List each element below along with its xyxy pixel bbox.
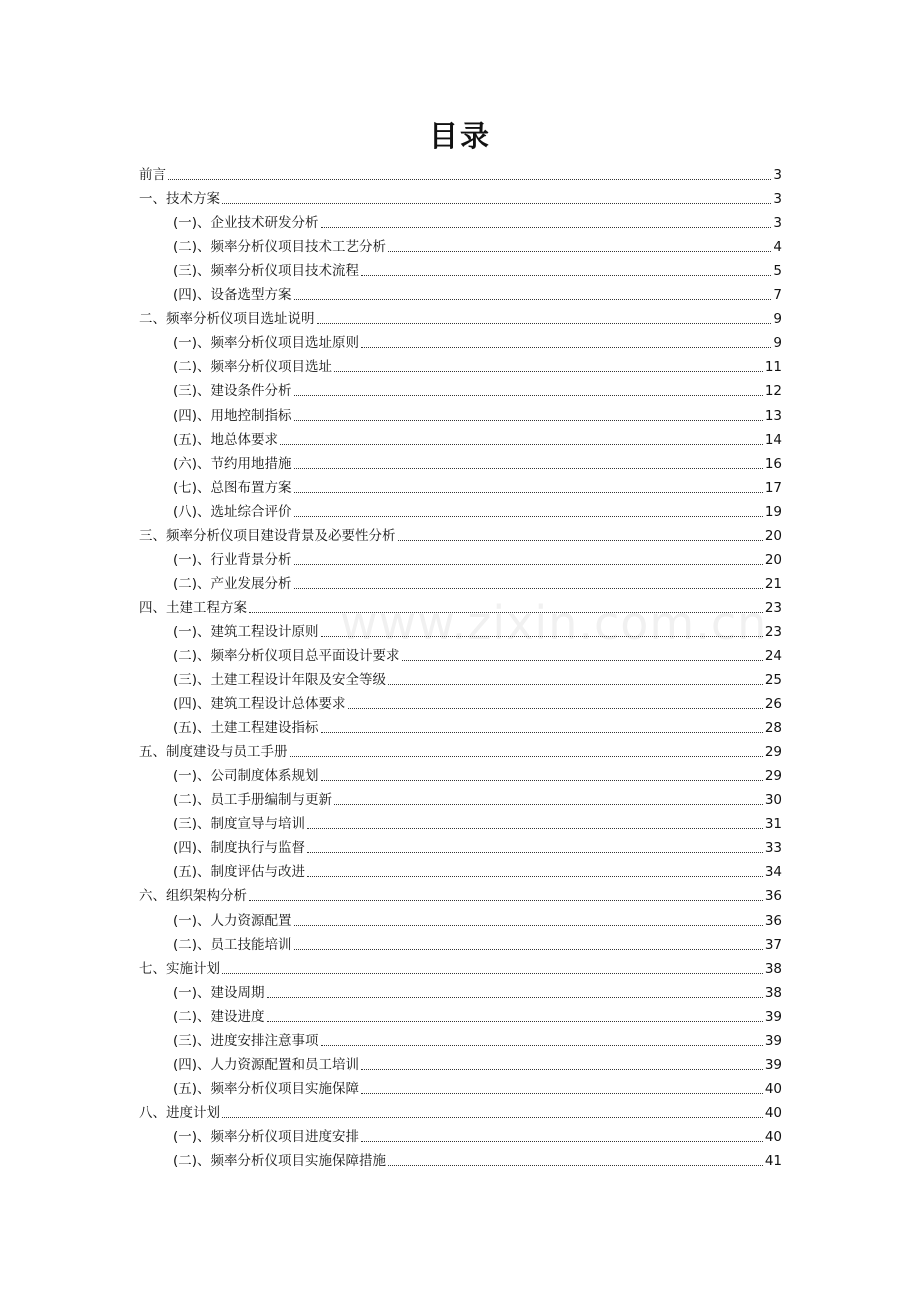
toc-entry-page-number: 28 xyxy=(764,720,782,737)
toc-section-entry[interactable] xyxy=(139,1100,782,1124)
toc-entry-page-number: 40 xyxy=(764,1080,782,1097)
toc-subsection-entry[interactable] xyxy=(139,499,782,523)
toc-entry-page-number: 37 xyxy=(764,936,782,953)
toc-subsection-entry[interactable] xyxy=(139,547,782,571)
toc-entry-page-number: 20 xyxy=(764,527,782,544)
toc-entry-label: (五)、制度评估与改进 xyxy=(173,864,306,881)
toc-subsection-entry[interactable] xyxy=(139,378,782,402)
toc-dot-leader xyxy=(222,1117,763,1118)
toc-dot-leader xyxy=(294,468,763,469)
toc-dot-leader xyxy=(249,900,763,901)
toc-entry-label: (一)、频率分析仪项目进度安排 xyxy=(173,1128,360,1145)
toc-subsection-entry[interactable] xyxy=(139,1148,782,1172)
toc-entry-label: (二)、员工技能培训 xyxy=(173,936,292,953)
toc-entry-page-number: 38 xyxy=(764,960,782,977)
toc-entry-label: (五)、频率分析仪项目实施保障 xyxy=(173,1080,360,1097)
toc-entry-page-number: 36 xyxy=(764,888,782,905)
toc-section-entry[interactable] xyxy=(139,186,782,210)
toc-entry-label: (一)、企业技术研发分析 xyxy=(173,215,319,232)
table-of-contents xyxy=(139,162,782,1172)
toc-subsection-entry[interactable] xyxy=(139,980,782,1004)
toc-dot-leader xyxy=(388,1165,763,1166)
toc-dot-leader xyxy=(294,588,763,589)
toc-entry-label: (二)、员工手册编制与更新 xyxy=(173,792,333,809)
toc-subsection-entry[interactable] xyxy=(139,932,782,956)
toc-dot-leader xyxy=(361,347,771,348)
toc-entry-label: (八)、选址综合评价 xyxy=(173,503,292,520)
toc-entry-label: (二)、频率分析仪项目总平面设计要求 xyxy=(173,647,400,664)
toc-subsection-entry[interactable] xyxy=(139,210,782,234)
toc-entry-page-number: 40 xyxy=(764,1104,782,1121)
toc-dot-leader xyxy=(334,804,763,805)
toc-entry-page-number: 30 xyxy=(764,792,782,809)
toc-entry-label: (一)、人力资源配置 xyxy=(173,912,292,929)
toc-entry-label: (一)、行业背景分析 xyxy=(173,551,292,568)
toc-entry-page-number: 33 xyxy=(764,840,782,857)
toc-dot-leader xyxy=(280,444,763,445)
toc-entry-page-number: 39 xyxy=(764,1056,782,1073)
toc-dot-leader xyxy=(334,371,763,372)
toc-subsection-entry[interactable] xyxy=(139,354,782,378)
toc-entry-page-number: 21 xyxy=(764,575,782,592)
toc-entry-label: (二)、频率分析仪项目实施保障措施 xyxy=(173,1152,387,1169)
toc-dot-leader xyxy=(290,756,763,757)
toc-entry-label: (四)、设备选型方案 xyxy=(173,287,292,304)
toc-subsection-entry[interactable] xyxy=(139,667,782,691)
toc-entry-page-number: 23 xyxy=(764,623,782,640)
toc-entry-label: 三、频率分析仪项目建设背景及必要性分析 xyxy=(139,527,396,544)
toc-entry-page-number: 29 xyxy=(764,768,782,785)
toc-entry-page-number: 25 xyxy=(764,672,782,689)
toc-entry-label: (二)、产业发展分析 xyxy=(173,575,292,592)
toc-entry-label: 七、实施计划 xyxy=(139,960,220,977)
toc-subsection-entry[interactable] xyxy=(139,1052,782,1076)
toc-dot-leader xyxy=(402,660,763,661)
toc-dot-leader xyxy=(294,564,763,565)
toc-dot-leader xyxy=(294,299,772,300)
toc-subsection-entry[interactable] xyxy=(139,835,782,859)
toc-entry-page-number: 4 xyxy=(773,239,782,256)
toc-section-entry[interactable] xyxy=(139,595,782,619)
watermark: www.zixin.com.cn xyxy=(340,596,768,650)
toc-dot-leader xyxy=(361,275,771,276)
toc-dot-leader xyxy=(321,780,763,781)
toc-entry-page-number: 39 xyxy=(764,1032,782,1049)
toc-subsection-entry[interactable] xyxy=(139,282,782,306)
toc-entry-label: 八、进度计划 xyxy=(139,1104,220,1121)
toc-entry-label: 四、土建工程方案 xyxy=(139,599,247,616)
toc-entry-page-number: 7 xyxy=(773,287,782,304)
toc-dot-leader xyxy=(317,323,772,324)
toc-dot-leader xyxy=(294,516,763,517)
toc-entry-page-number: 5 xyxy=(773,263,782,280)
toc-subsection-entry[interactable] xyxy=(139,787,782,811)
toc-entry-label: (一)、建设周期 xyxy=(173,984,265,1001)
toc-entry-page-number: 40 xyxy=(764,1128,782,1145)
toc-dot-leader xyxy=(267,1021,763,1022)
toc-entry-label: (五)、地总体要求 xyxy=(173,431,279,448)
toc-entry-page-number: 20 xyxy=(764,551,782,568)
toc-entry-page-number: 13 xyxy=(764,407,782,424)
toc-dot-leader xyxy=(294,925,763,926)
toc-section-entry[interactable] xyxy=(139,739,782,763)
toc-dot-leader xyxy=(348,708,763,709)
toc-dot-leader xyxy=(294,949,763,950)
toc-section-entry[interactable] xyxy=(139,162,782,186)
toc-entry-page-number: 26 xyxy=(764,696,782,713)
toc-dot-leader xyxy=(321,1045,763,1046)
toc-dot-leader xyxy=(321,636,763,637)
toc-entry-page-number: 3 xyxy=(773,215,782,232)
toc-entry-label: (二)、建设进度 xyxy=(173,1008,265,1025)
toc-entry-label: (五)、土建工程建设指标 xyxy=(173,720,319,737)
toc-entry-label: 二、频率分析仪项目选址说明 xyxy=(139,311,315,328)
toc-subsection-entry[interactable] xyxy=(139,571,782,595)
toc-entry-page-number: 23 xyxy=(764,599,782,616)
toc-dot-leader xyxy=(307,876,763,877)
toc-entry-page-number: 39 xyxy=(764,1008,782,1025)
toc-entry-label: (四)、用地控制指标 xyxy=(173,407,292,424)
toc-subsection-entry[interactable] xyxy=(139,907,782,931)
toc-dot-leader xyxy=(321,227,772,228)
toc-subsection-entry[interactable] xyxy=(139,330,782,354)
toc-subsection-entry[interactable] xyxy=(139,1004,782,1028)
toc-dot-leader xyxy=(294,395,763,396)
toc-entry-page-number: 11 xyxy=(764,359,782,376)
toc-entry-page-number: 41 xyxy=(764,1152,782,1169)
toc-entry-label: (一)、建筑工程设计原则 xyxy=(173,623,319,640)
toc-title: 目录 xyxy=(428,119,491,153)
toc-entry-page-number: 17 xyxy=(764,479,782,496)
toc-entry-label: 五、制度建设与员工手册 xyxy=(139,744,288,761)
toc-dot-leader xyxy=(307,828,763,829)
toc-dot-leader xyxy=(249,612,763,613)
toc-dot-leader xyxy=(294,492,763,493)
toc-entry-page-number: 3 xyxy=(773,167,782,184)
toc-entry-page-number: 9 xyxy=(773,311,782,328)
toc-entry-label: (四)、制度执行与监督 xyxy=(173,840,306,857)
toc-entry-label: (七)、总图布置方案 xyxy=(173,479,292,496)
toc-entry-label: 一、技术方案 xyxy=(139,191,220,208)
toc-entry-page-number: 29 xyxy=(764,744,782,761)
toc-subsection-entry[interactable] xyxy=(139,451,782,475)
toc-dot-leader xyxy=(307,852,763,853)
toc-subsection-entry[interactable] xyxy=(139,402,782,426)
toc-subsection-entry[interactable] xyxy=(139,715,782,739)
toc-subsection-entry[interactable] xyxy=(139,258,782,282)
toc-dot-leader xyxy=(361,1093,763,1094)
toc-subsection-entry[interactable] xyxy=(139,811,782,835)
toc-entry-page-number: 24 xyxy=(764,647,782,664)
toc-section-entry[interactable] xyxy=(139,956,782,980)
toc-entry-page-number: 34 xyxy=(764,864,782,881)
toc-entry-label: (四)、人力资源配置和员工培训 xyxy=(173,1056,360,1073)
toc-entry-page-number: 3 xyxy=(773,191,782,208)
toc-dot-leader xyxy=(388,251,771,252)
toc-subsection-entry[interactable] xyxy=(139,763,782,787)
toc-section-entry[interactable] xyxy=(139,306,782,330)
toc-entry-page-number: 36 xyxy=(764,912,782,929)
toc-dot-leader xyxy=(361,1069,763,1070)
toc-subsection-entry[interactable] xyxy=(139,1124,782,1148)
toc-entry-page-number: 38 xyxy=(764,984,782,1001)
toc-dot-leader xyxy=(398,540,763,541)
toc-entry-label: 前言 xyxy=(139,167,166,184)
toc-entry-label: (四)、建筑工程设计总体要求 xyxy=(173,696,346,713)
toc-entry-label: (六)、节约用地措施 xyxy=(173,455,292,472)
toc-entry-page-number: 9 xyxy=(773,335,782,352)
toc-subsection-entry[interactable] xyxy=(139,691,782,715)
toc-entry-label: (三)、土建工程设计年限及安全等级 xyxy=(173,672,387,689)
toc-subsection-entry[interactable] xyxy=(139,427,782,451)
toc-entry-label: (三)、建设条件分析 xyxy=(173,383,292,400)
toc-subsection-entry[interactable] xyxy=(139,1076,782,1100)
toc-subsection-entry[interactable] xyxy=(139,1028,782,1052)
toc-entry-label: 六、组织架构分析 xyxy=(139,888,247,905)
toc-dot-leader xyxy=(294,420,763,421)
toc-dot-leader xyxy=(222,973,763,974)
toc-entry-page-number: 31 xyxy=(764,816,782,833)
toc-entry-label: (三)、进度安排注意事项 xyxy=(173,1032,319,1049)
toc-entry-page-number: 16 xyxy=(764,455,782,472)
toc-section-entry[interactable] xyxy=(139,883,782,907)
toc-subsection-entry[interactable] xyxy=(139,619,782,643)
toc-subsection-entry[interactable] xyxy=(139,859,782,883)
toc-entry-label: (二)、频率分析仪项目选址 xyxy=(173,359,333,376)
toc-entry-label: (一)、公司制度体系规划 xyxy=(173,768,319,785)
toc-dot-leader xyxy=(222,203,771,204)
toc-entry-label: (三)、制度宣导与培训 xyxy=(173,816,306,833)
toc-dot-leader xyxy=(267,997,763,998)
toc-subsection-entry[interactable] xyxy=(139,643,782,667)
toc-entry-label: (三)、频率分析仪项目技术流程 xyxy=(173,263,360,280)
toc-entry-label: (二)、频率分析仪项目技术工艺分析 xyxy=(173,239,387,256)
toc-section-entry[interactable] xyxy=(139,523,782,547)
toc-entry-page-number: 19 xyxy=(764,503,782,520)
toc-subsection-entry[interactable] xyxy=(139,475,782,499)
toc-dot-leader xyxy=(168,179,771,180)
toc-subsection-entry[interactable] xyxy=(139,234,782,258)
toc-entry-label: (一)、频率分析仪项目选址原则 xyxy=(173,335,360,352)
toc-entry-page-number: 12 xyxy=(764,383,782,400)
toc-dot-leader xyxy=(361,1141,763,1142)
toc-entry-page-number: 14 xyxy=(764,431,782,448)
toc-dot-leader xyxy=(388,684,763,685)
toc-dot-leader xyxy=(321,732,763,733)
